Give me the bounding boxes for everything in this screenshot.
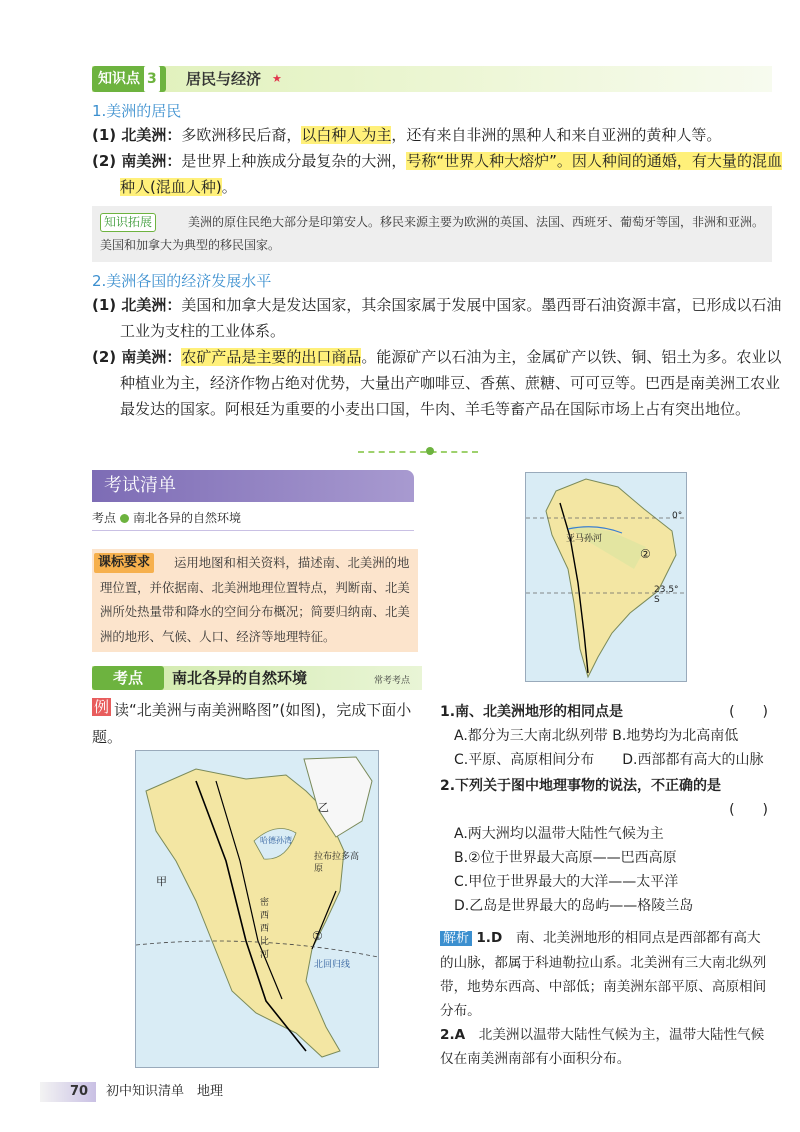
answer-number: 1.D — [476, 930, 503, 946]
options-row — [440, 748, 772, 772]
label: (1) 北美洲： — [92, 126, 182, 144]
answer-paren: ( ) — [729, 704, 768, 720]
subheading-residents: 1.美洲的居民 — [92, 102, 182, 120]
sa-map-graphic — [526, 473, 686, 681]
text: ，还有来自非洲的黑种人和来自亚洲的黄种人等。 — [391, 126, 722, 144]
highlight: 的混血种人(混血人种) — [120, 152, 782, 196]
paragraph-sa-residents — [92, 148, 782, 200]
exam-point-tag: 考点 — [92, 666, 164, 690]
north-america-map — [135, 750, 379, 1068]
label-yi: 乙 — [318, 801, 329, 814]
exam-point-row — [92, 506, 414, 531]
tropic-label: 23.5° S — [654, 585, 679, 605]
tag-number: 3 — [144, 66, 160, 92]
curriculum-text: 运用地图和相关资料，描述南、北美洲的地理位置，并依据南、北美洲地理位置特点，判断南、北美洲所处热量带和降水的空间分布概况；简要归纳南、北美洲的地形、气候、人口、经济等地理特征。 — [100, 555, 410, 644]
row-label: 考点 — [92, 511, 117, 525]
stem-text: 1.南、北美洲地形的相同点是 — [440, 704, 624, 720]
divider — [358, 451, 478, 453]
text: 是世界上种族成分最复杂的大洲， — [181, 152, 407, 170]
marker-1: ① — [312, 929, 323, 943]
section-title: 居民与经济 — [186, 70, 262, 88]
option-b: B.②位于世界最大高原——巴西高原 — [454, 850, 677, 866]
text: 美国和加拿大是发达国家，其余国家属于发展中国家。墨西哥石油资源丰富，已形成以石油工业为支柱的工业体系。 — [120, 296, 782, 340]
star-icon: ★ — [272, 72, 282, 85]
divider-dot — [426, 447, 434, 455]
stem-text: 2.下列关于图中地理事物的说法，不正确的是 — [440, 778, 722, 794]
curriculum-tag: 课标要求 — [94, 553, 154, 573]
hudson-bay-label: 哈德孙湾 — [260, 836, 292, 845]
option-a: A.都分为三大南北纵列带 — [454, 728, 608, 744]
option-a: A.两大洲均以温带大陆性气候为主 — [454, 826, 664, 842]
analysis-block — [440, 926, 770, 1071]
south-america-map — [525, 472, 687, 682]
subheading-economy: 2.美洲各国的经济发展水平 — [92, 272, 272, 290]
knowledge-point-tag — [92, 66, 166, 92]
label: (2) 南美洲： — [92, 348, 182, 366]
option-c: C.平原、高原相间分布 — [454, 752, 595, 768]
option-d: D.西部都有高大的山脉 — [622, 752, 764, 768]
extension-tag: 知识拓展 — [100, 213, 156, 232]
amazon-label: 亚马孙河 — [566, 534, 603, 544]
answer-number: 2.A — [440, 1027, 466, 1043]
answer-paren: ( ) — [729, 802, 768, 818]
dot-icon — [120, 514, 129, 523]
label: (2) 南美洲： — [92, 152, 182, 170]
highlight: 号称“世界人种大熔炉”。因人种间的通婚，有大量 — [406, 152, 737, 170]
example-text: 读“北美洲与南美洲略图”(如图)，完成下面小题。 — [92, 701, 412, 746]
analysis-2 — [440, 1023, 770, 1071]
highlight: 农矿产品是主要的出口商品 — [181, 348, 362, 366]
question-1 — [440, 700, 772, 772]
sa-landmass — [546, 479, 676, 677]
tropic-cancer-label: 北回归线 — [314, 960, 351, 970]
option-d: D.乙岛是世界最大的岛屿——格陵兰岛 — [454, 898, 694, 914]
question-2 — [440, 774, 772, 918]
analysis-text: 南、北美洲地形的相同点是西部都有高大的山脉，都属于科迪勒拉山系。北美洲有三大南北纵列带，地势东西高、中部低；南美洲东部平原、高原相间分布。 — [440, 930, 767, 1019]
na-landmass — [146, 769, 344, 1057]
labrador-label: 拉布拉多高原 — [314, 852, 360, 874]
text: 多欧洲移民后裔， — [181, 126, 302, 144]
exam-list-header: 考试清单 — [92, 470, 414, 502]
question-stem — [440, 700, 772, 724]
analysis-1 — [440, 926, 770, 1023]
exam-point-title: 南北各异的自然环境 — [172, 669, 308, 687]
footer-title: 初中知识清单 地理 — [106, 1084, 224, 1099]
equator-label: 0° — [672, 511, 683, 521]
row-text: 南北各异的自然环境 — [133, 511, 242, 525]
text: 。 — [221, 178, 237, 196]
marker-2: ② — [640, 547, 651, 561]
na-map-graphic — [136, 751, 378, 1067]
page-number: 70 — [70, 1084, 89, 1099]
highlight: 以白种人为主 — [301, 126, 392, 144]
example-tag: 例 — [94, 698, 110, 716]
analysis-text: 北美洲以温带大陆性气候为主，温带大陆性气候仅在南美洲南部有小面积分布。 — [440, 1027, 765, 1067]
paragraph-na-residents — [92, 122, 782, 148]
option-c: C.甲位于世界最大的大洋——太平洋 — [454, 874, 679, 890]
option-b: B.地势均为北高南低 — [612, 728, 739, 744]
paragraph-na-economy — [92, 292, 782, 344]
text: 。能源矿产以石油为主，金属矿产以铁、铜、铝土为多。农业以种植业为主，经济作物占绝对优势，大量出产咖啡豆、香蕉、蔗糖、可可豆等。巴西是南美洲工农业最发达的国家。阿根廷为重要的小麦出口国，牛肉、羊毛等畜产品在国际市场上占有突出地位。 — [120, 348, 782, 418]
label: (1) 北美洲： — [92, 296, 182, 314]
frequent-badge: 常考考点 — [374, 676, 411, 686]
paragraph-sa-economy — [92, 344, 782, 422]
label-jia: 甲 — [156, 875, 167, 888]
tag-text: 知识点 — [98, 71, 140, 87]
extension-text: 美洲的原住民绝大部分是印第安人。移民来源主要为欧洲的英国、法国、西班牙、葡萄牙等国，非洲和亚洲。美国和加拿大为典型的移民国家。 — [100, 215, 765, 252]
options-row — [440, 724, 772, 748]
mississippi-label: 密西西比河 — [260, 898, 270, 960]
analysis-tag: 解析 — [440, 931, 472, 946]
question-stem — [440, 774, 772, 798]
